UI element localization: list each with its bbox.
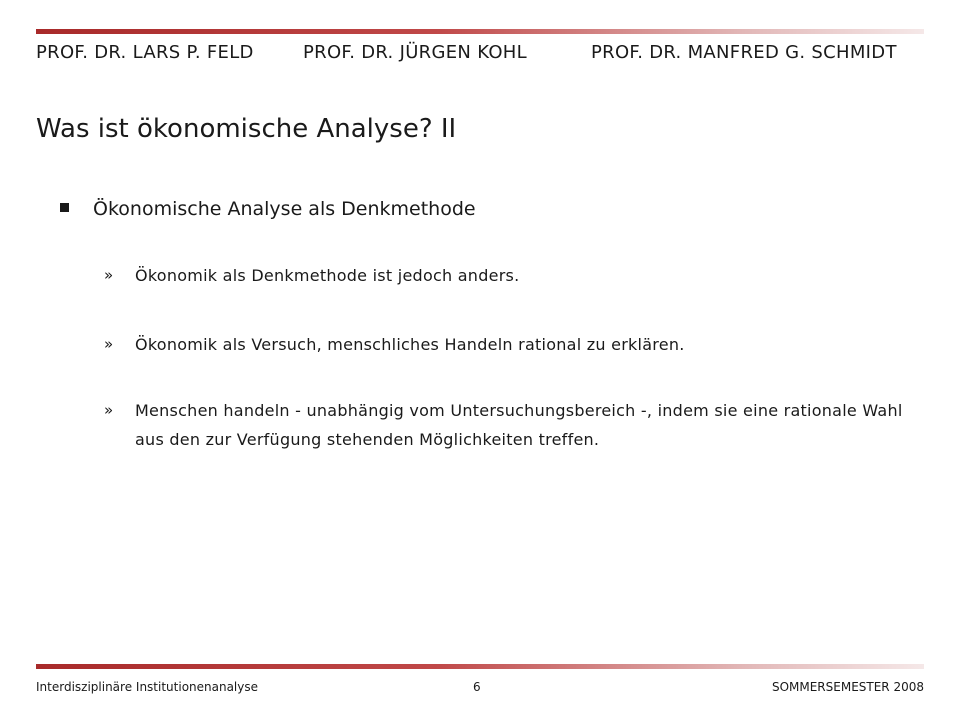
footer-rule xyxy=(36,664,924,669)
sub-bullet-text: Ökonomik als Versuch, menschliches Handeln rational zu erklären. xyxy=(135,335,685,354)
author-feld: PROF. DR. LARS P. FELD xyxy=(36,42,254,63)
author-schmidt: PROF. DR. MANFRED G. SCHMIDT xyxy=(591,42,897,63)
page-number: 6 xyxy=(473,680,481,694)
chevron-bullet-icon: » xyxy=(104,401,114,419)
chevron-bullet-icon: » xyxy=(104,266,114,284)
slide-title: Was ist ökonomische Analyse? II xyxy=(36,114,457,144)
header-rule xyxy=(36,29,924,34)
sub-bullet-1 xyxy=(104,261,904,290)
sub-bullet-3 xyxy=(104,396,904,454)
chevron-bullet-icon: » xyxy=(104,335,114,353)
square-bullet-icon xyxy=(60,203,69,212)
footer-semester: SOMMERSEMESTER 2008 xyxy=(771,680,924,694)
main-bullet-text: Ökonomische Analyse als Denkmethode xyxy=(93,198,476,220)
sub-bullet-text: Menschen handeln - unabhängig vom Untersuchungsbereich -, indem sie eine rationale Wahl aus den zur Verfügung stehenden Möglichkeiten treffen. xyxy=(135,401,903,449)
footer-course: Interdisziplinäre Institutionenanalyse xyxy=(36,680,259,694)
author-kohl: PROF. DR. JÜRGEN KOHL xyxy=(303,42,527,63)
sub-bullet-text: Ökonomik als Denkmethode ist jedoch anders. xyxy=(135,266,520,285)
main-bullet xyxy=(60,198,476,220)
sub-bullet-2 xyxy=(104,330,904,359)
author-header xyxy=(36,42,924,68)
